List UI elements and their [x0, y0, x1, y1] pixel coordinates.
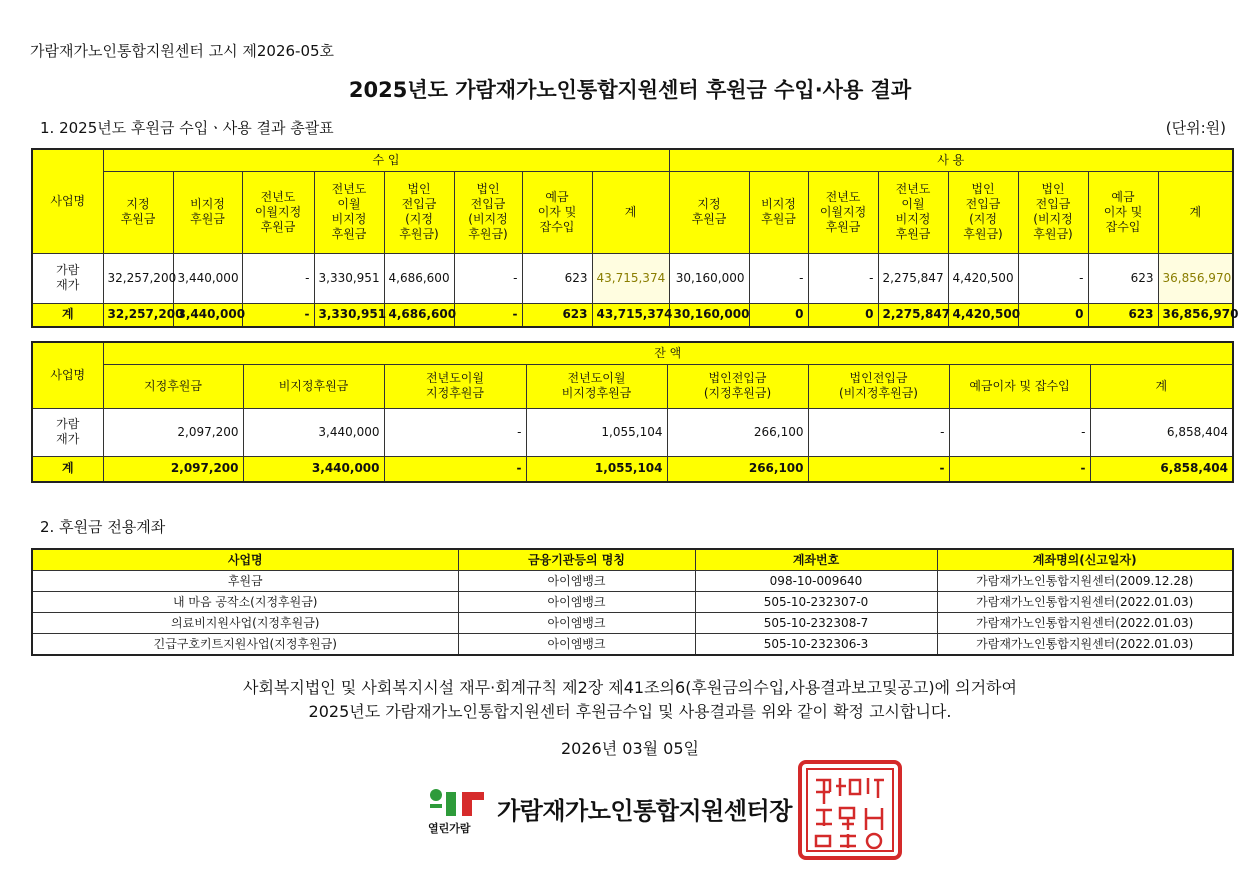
table-cell: 3,330,951: [314, 253, 384, 303]
column-header: 계: [592, 171, 669, 253]
table-cell: 가람재가노인통합지원센터(2022.01.03): [937, 634, 1233, 656]
column-header: 전년도이월 비지정후원금: [526, 364, 667, 408]
total-label: 계: [32, 303, 103, 327]
total-cell: 1,055,104: [526, 456, 667, 482]
table-cell: 4,686,600: [384, 253, 454, 303]
column-header: 법인 전입금 (비지정 후원금): [1018, 171, 1088, 253]
table-cell: 가람재가노인통합지원센터(2022.01.03): [937, 613, 1233, 634]
table-cell: 3,440,000: [243, 408, 384, 456]
column-header: 계좌명의(신고일자): [937, 549, 1233, 571]
table-cell: 의료비지원사업(지정후원금): [32, 613, 458, 634]
balance-table: [31, 341, 1234, 483]
income-usage-table: [31, 148, 1239, 328]
statement-line-1: 사회복지법인 및 사회복지시설 재무·회계규칙 제2장 제41조의6(후원금의수입,사용결과보고및공고)에 의거하여: [243, 678, 1017, 697]
table-row: [32, 571, 1233, 592]
table-row: [32, 592, 1233, 613]
table-cell: 아이엠뱅크: [458, 571, 695, 592]
row-business-name: 가람 재가: [32, 253, 103, 303]
table-cell: -: [454, 253, 522, 303]
table-cell: -: [808, 253, 878, 303]
total-cell: 0: [808, 303, 878, 327]
section2-heading: 2. 후원금 전용계좌: [40, 518, 166, 536]
table-cell: 43,715,374: [592, 253, 669, 303]
statement-line-2: 2025년도 가람재가노인통합지원센터 후원금수입 및 사용결과를 위와 같이 확정 고시합니다.: [308, 702, 952, 721]
column-header: 법인 전입금 (비지정 후원금): [454, 171, 522, 253]
total-cell: 0: [749, 303, 808, 327]
table-row: [32, 613, 1233, 634]
table-cell: 623: [1088, 253, 1158, 303]
column-header: 법인전입금 (비지정후원금): [808, 364, 949, 408]
table-cell: -: [749, 253, 808, 303]
table-cell: 505-10-232307-0: [695, 592, 937, 613]
column-header: 사업명: [32, 549, 458, 571]
column-header: 금융기관등의 명칭: [458, 549, 695, 571]
total-cell: 4,420,500: [948, 303, 1018, 327]
signatory-name: 가람재가노인통합지원센터장: [497, 797, 792, 825]
table-cell: 3,440,000: [173, 253, 242, 303]
document-title: 2025년도 가람재가노인통합지원센터 후원금 수입·사용 결과: [348, 78, 912, 102]
business-name-header: 사업명: [32, 342, 103, 408]
column-header: 예금이자 및 잡수입: [949, 364, 1090, 408]
table-cell: 아이엠뱅크: [458, 634, 695, 656]
section1-heading: 1. 2025년도 후원금 수입ㆍ사용 결과 총괄표: [40, 119, 334, 137]
table-cell: 36,856,970: [1158, 253, 1233, 303]
table-cell: 아이엠뱅크: [458, 613, 695, 634]
column-header: 계: [1158, 171, 1233, 253]
total-cell: 2,097,200: [103, 456, 243, 482]
table-cell: -: [808, 408, 949, 456]
column-header: 전년도 이월지정 후원금: [808, 171, 878, 253]
table-cell: 4,420,500: [948, 253, 1018, 303]
balance-header: 잔 액: [103, 342, 1233, 364]
total-cell: -: [242, 303, 314, 327]
column-header: 계: [1090, 364, 1233, 408]
column-header: 계좌번호: [695, 549, 937, 571]
total-cell: 36,856,970: [1158, 303, 1233, 327]
total-cell: 623: [1088, 303, 1158, 327]
table-cell: -: [1018, 253, 1088, 303]
total-cell: 3,440,000: [173, 303, 242, 327]
column-header: 지정 후원금: [103, 171, 173, 253]
official-seal-icon: [796, 758, 904, 862]
table-cell: 2,097,200: [103, 408, 243, 456]
total-cell: 4,686,600: [384, 303, 454, 327]
table-cell: 32,257,200: [103, 253, 173, 303]
column-header: 법인 전입금 (지정 후원금): [948, 171, 1018, 253]
account-table: [31, 548, 1234, 656]
table-cell: 623: [522, 253, 592, 303]
table-cell: 아이엠뱅크: [458, 592, 695, 613]
column-header: 비지정 후원금: [173, 171, 242, 253]
total-cell: 3,440,000: [243, 456, 384, 482]
table-cell: 긴급구호키트지원사업(지정후원금): [32, 634, 458, 656]
total-cell: -: [808, 456, 949, 482]
table-cell: 266,100: [667, 408, 808, 456]
total-cell: -: [949, 456, 1090, 482]
announcement-date: 2026년 03월 05일: [561, 739, 699, 758]
table-cell: 6,858,404: [1090, 408, 1233, 456]
total-cell: 623: [522, 303, 592, 327]
total-cell: -: [384, 456, 526, 482]
total-cell: 6,858,404: [1090, 456, 1233, 482]
income-header: 수 입: [103, 149, 669, 171]
organization-logo-icon: [428, 788, 488, 818]
column-header: 예금 이자 및 잡수입: [1088, 171, 1158, 253]
table-row: [32, 634, 1233, 656]
column-header: 지정 후원금: [669, 171, 749, 253]
column-header: 전년도 이월 비지정 후원금: [878, 171, 948, 253]
column-header: 예금 이자 및 잡수입: [522, 171, 592, 253]
table-cell: 후원금: [32, 571, 458, 592]
table-cell: 내 마음 공작소(지정후원금): [32, 592, 458, 613]
column-header: 비지정 후원금: [749, 171, 808, 253]
row-business-name: 가람 재가: [32, 408, 103, 456]
column-header: 지정후원금: [103, 364, 243, 408]
table-cell: -: [949, 408, 1090, 456]
total-cell: 0: [1018, 303, 1088, 327]
total-cell: 2,275,847: [878, 303, 948, 327]
total-cell: 3,330,951: [314, 303, 384, 327]
table-cell: 가람재가노인통합지원센터(2009.12.28): [937, 571, 1233, 592]
table-cell: 2,275,847: [878, 253, 948, 303]
table-cell: 505-10-232306-3: [695, 634, 937, 656]
table-cell: -: [242, 253, 314, 303]
column-header: 전년도 이월 비지정 후원금: [314, 171, 384, 253]
column-header: 전년도 이월지정 후원금: [242, 171, 314, 253]
business-name-header: 사업명: [32, 149, 103, 253]
column-header: 법인 전입금 (지정 후원금): [384, 171, 454, 253]
total-label: 계: [32, 456, 103, 482]
total-cell: 266,100: [667, 456, 808, 482]
notice-number: 가람재가노인통합지원센터 고시 제2026-05호: [30, 42, 335, 60]
logo-caption: 열린가람: [428, 822, 471, 835]
unit-label: (단위:원): [1165, 119, 1226, 137]
usage-header: 사 용: [669, 149, 1233, 171]
column-header: 법인전입금 (지정후원금): [667, 364, 808, 408]
table-cell: 1,055,104: [526, 408, 667, 456]
table-cell: 505-10-232308-7: [695, 613, 937, 634]
column-header: 비지정후원금: [243, 364, 384, 408]
table-cell: 가람재가노인통합지원센터(2022.01.03): [937, 592, 1233, 613]
total-cell: 32,257,200: [103, 303, 173, 327]
table-cell: -: [384, 408, 526, 456]
total-cell: 43,715,374: [592, 303, 669, 327]
column-header: 전년도이월 지정후원금: [384, 364, 526, 408]
total-cell: 30,160,000: [669, 303, 749, 327]
table-cell: 098-10-009640: [695, 571, 937, 592]
total-cell: -: [454, 303, 522, 327]
table-cell: 30,160,000: [669, 253, 749, 303]
